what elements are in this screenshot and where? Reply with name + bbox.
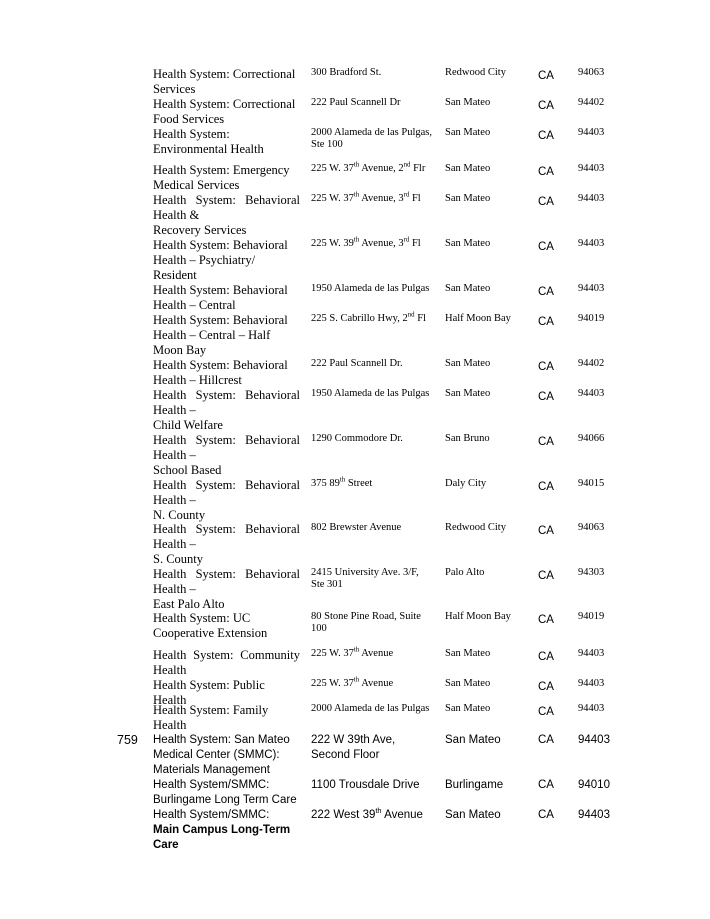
address [311,648,439,660]
zip-code: 94402 [578,358,605,369]
address [311,97,439,109]
address [311,478,439,490]
department-name [153,733,300,778]
state: CA [538,651,554,663]
state: CA [538,570,554,582]
state: CA [538,734,554,746]
zip-code: 94066 [578,433,605,444]
address-line: 225 S. Cabrillo Hwy, 2nd Fl [311,311,426,324]
address-line: Second Floor [311,749,380,761]
state: CA [538,241,554,253]
department-line: Health System: Correctional [153,67,296,81]
city: San Mateo [445,193,491,204]
department-line: Materials Management [153,764,270,776]
department-line: Child Welfare [153,418,223,432]
state: CA [538,681,554,693]
zip-code: 94015 [578,478,605,489]
zip-code: 94403 [578,388,605,399]
address [311,703,439,715]
department-line: Cooperative Extension [153,626,268,640]
address [311,611,439,635]
address-line: 222 West 39th Avenue [311,806,423,821]
state: CA [538,391,554,403]
address [311,733,439,763]
department-line: Health – [153,582,196,596]
department-line: Health System: Behavioral [153,567,300,581]
address [311,313,439,325]
department-line: Care [153,839,179,851]
address [311,67,439,79]
city: San Mateo [445,388,491,399]
address-line: Ste 100 [311,139,343,150]
department-line: Health [153,663,187,677]
city: San Mateo [445,358,491,369]
address [311,127,439,151]
address-line: 2415 University Ave. 3/F, [311,567,419,578]
address-line: Ste 301 [311,579,343,590]
department-line: Health System: Behavioral [153,388,300,402]
department-name [153,388,300,433]
department-line: Main Campus Long-Term [153,824,291,836]
department-line: Health & [153,208,200,222]
department-line: Health – [153,493,196,507]
department-line: School Based [153,463,222,477]
address-line: 100 [311,623,327,634]
address-line: 80 Stone Pine Road, Suite [311,611,421,622]
address-line: 225 W. 37th Avenue [311,646,394,659]
city: San Mateo [445,238,491,249]
city: San Mateo [445,97,491,108]
city: Palo Alto [445,567,485,578]
zip-code: 94010 [578,779,610,791]
zip-code: 94403 [578,678,605,689]
department-line: Health – Central – Half [153,328,271,342]
zip-code: 94019 [578,313,605,324]
address [311,193,439,205]
state: CA [538,809,554,821]
city: San Mateo [445,163,491,174]
zip-code: 94403 [578,809,610,821]
department-line: Health System: San Mateo [153,734,290,746]
department-name [153,127,300,157]
department-name [153,163,300,193]
department-line: Health System: Behavioral [153,313,288,327]
department-line: Recovery Services [153,223,247,237]
department-line: Health – Psychiatry/ [153,253,256,267]
city: San Mateo [445,678,491,689]
state: CA [538,316,554,328]
city: Burlingame [445,779,504,791]
department-name [153,283,300,313]
state: CA [538,130,554,142]
department-name [153,778,300,808]
zip-code: 94063 [578,67,605,78]
address [311,522,439,534]
zip-code: 94403 [578,127,605,138]
address-line: 222 W 39th Ave, [311,734,396,746]
department-line: Health System: Family [153,703,269,717]
address-line: 2000 Alameda de las Pulgas [311,703,430,714]
city: San Bruno [445,433,490,444]
address-line: 222 Paul Scannell Dr [311,97,401,108]
address [311,567,439,591]
department-line: Food Services [153,112,225,126]
city: Redwood City [445,522,506,533]
state: CA [538,706,554,718]
department-line: Health System: Public Health [153,678,265,707]
department-line: Medical Center (SMMC): [153,749,280,761]
city: Daly City [445,478,487,489]
address-line: 225 W. 37th Avenue, 2nd Flr [311,161,426,174]
city: San Mateo [445,648,491,659]
department-line: Health System: Behavioral [153,238,288,252]
zip-code: 94403 [578,238,605,249]
department-name [153,193,300,238]
state: CA [538,196,554,208]
department-line: S. County [153,552,204,566]
department-line: Health System: Behavioral [153,522,300,536]
address [311,238,439,250]
state: CA [538,361,554,373]
zip-code: 94403 [578,163,605,174]
department-line: Health System: Correctional [153,97,296,111]
department-name [153,238,300,283]
department-name [153,67,300,97]
department-line: Health System: Behavioral [153,283,288,297]
department-line: Health System: Behavioral [153,358,288,372]
department-line: Health – Central [153,298,236,312]
address-line: 375 89th Street [311,476,373,489]
department-name [153,522,300,567]
department-name [153,433,300,478]
address-line: 1950 Alameda de las Pulgas [311,388,430,399]
department-line: Health – [153,448,196,462]
address-line: 225 W. 37th Avenue [311,676,394,689]
city: San Mateo [445,809,501,821]
state: CA [538,525,554,537]
address [311,163,439,175]
zip-code: 94403 [578,283,605,294]
department-line: Health System: Emergency [153,163,290,177]
address-line: 1290 Commodore Dr. [311,433,403,444]
department-name [153,313,300,358]
state: CA [538,100,554,112]
state: CA [538,70,554,82]
address-line: 2000 Alameda de las Pulgas, [311,127,433,138]
state: CA [538,166,554,178]
address [311,778,439,793]
department-name [153,358,300,388]
zip-code: 94303 [578,567,605,578]
address [311,283,439,295]
department-name [153,567,300,612]
address-line: 225 W. 39th Avenue, 3rd Fl [311,236,421,249]
zip-code: 94063 [578,522,605,533]
city: Redwood City [445,67,506,78]
department-line: Medical Services [153,178,240,192]
address-line: 225 W. 37th Avenue, 3rd Fl [311,191,421,204]
department-line: Moon Bay [153,343,207,357]
city: San Mateo [445,283,491,294]
zip-code: 94403 [578,193,605,204]
address [311,433,439,445]
department-name [153,478,300,523]
department-line: Health System: Behavioral [153,478,300,492]
address-line: 300 Bradford St. [311,67,382,78]
department-name [153,611,300,641]
department-line: Health System: Community [153,648,300,662]
row-number: 759 [117,733,138,747]
state: CA [538,614,554,626]
city: San Mateo [445,127,491,138]
department-line: Health – [153,537,196,551]
city: Half Moon Bay [445,611,511,622]
address-line: 1100 Trousdale Drive [311,779,420,791]
address-line: 222 Paul Scannell Dr. [311,358,403,369]
department-line: Services [153,82,196,96]
state: CA [538,481,554,493]
city: Half Moon Bay [445,313,511,324]
city: San Mateo [445,734,501,746]
zip-code: 94019 [578,611,605,622]
address-line: 1950 Alameda de las Pulgas [311,283,430,294]
department-line: Resident [153,268,197,282]
zip-code: 94403 [578,703,605,714]
department-line: Burlingame Long Term Care [153,794,297,806]
state: CA [538,436,554,448]
department-name [153,703,300,733]
zip-code: 94402 [578,97,605,108]
department-line: East Palo Alto [153,597,225,611]
department-line: N. County [153,508,206,522]
department-line: Environmental Health [153,142,264,156]
address [311,388,439,400]
department-line: Health – [153,403,196,417]
zip-code: 94403 [578,734,610,746]
city: San Mateo [445,703,491,714]
state: CA [538,779,554,791]
department-name [153,97,300,127]
address [311,678,439,690]
zip-code: 94403 [578,648,605,659]
department-line: Health System: [153,127,230,141]
state: CA [538,286,554,298]
department-line: Health System/SMMC: [153,809,270,821]
department-line: Health [153,718,187,732]
address [311,358,439,370]
department-line: Health System/SMMC: [153,779,270,791]
department-line: Health System: Behavioral [153,433,300,447]
department-name [153,808,300,853]
department-name [153,648,300,678]
department-line: Health System: Behavioral [153,193,300,207]
address [311,808,439,823]
address-line: 802 Brewster Avenue [311,522,402,533]
department-line: Health System: UC [153,611,251,625]
department-line: Health – Hillcrest [153,373,242,387]
